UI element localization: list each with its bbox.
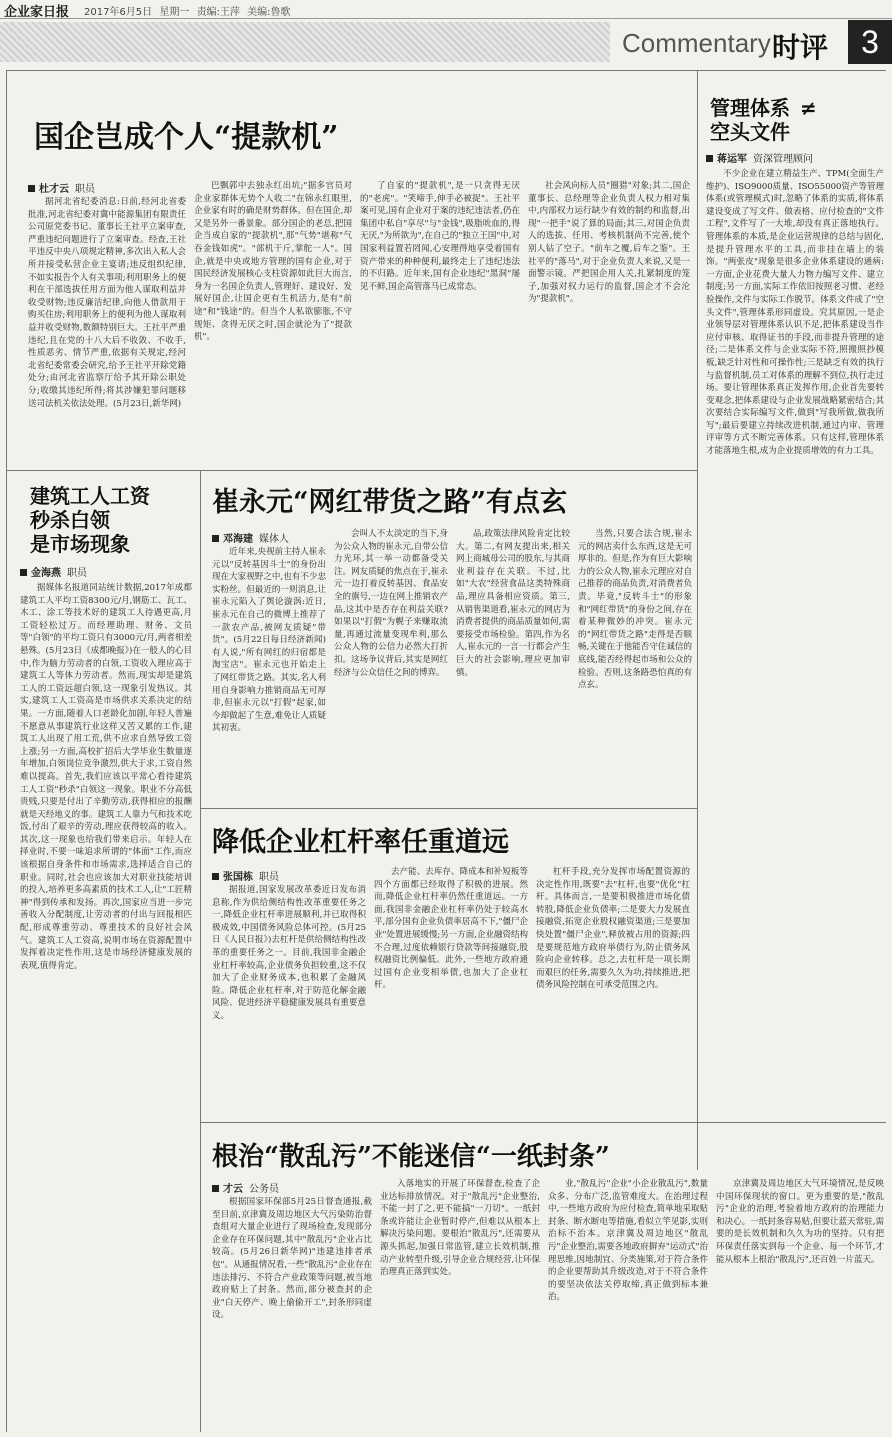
byline-a2: [706, 150, 813, 165]
section-name-english: Commentary: [622, 28, 771, 58]
headline-scattered-polluters: 根治“散乱污”不能迷信“一纸封条”: [212, 1142, 610, 1172]
byline-a1: [28, 180, 95, 195]
headline-construction-wages: [30, 484, 150, 556]
author-role: 职员: [75, 184, 95, 195]
byline-marker: [212, 1185, 219, 1192]
article-a1-col-4: 社会风向标人员"圈猎"对象;其二,国企董事长、总经理等企业负责人权力相对集中,内部权力运行缺少有效的制约和监督,出现"一把手"说了算的局面;其三,对国企负责人的选拔、任用、考核机制尚不完善,使个别人钻了空子。"前车之覆,后车之鉴"。王社平的"落马",对于企业负责人来说,又是一面警示镜。严把国企用人关,扎紧制度的笼子,加强对权力运行的监督,国企才不会沦为"提款机"。: [528, 181, 690, 305]
article-a1-col-1: 据河北省纪委消息:日前,经河北省委批准,河北省纪委对冀中能源集团有限责任公司原党委书记、董事长王社平立案审查,严重违纪问题进行了立案审查。经查,王社平违反中央八项规定精神,多次出入私人会所并接受私营企业主宴请;违反组织纪律,不如实报告个人有关事项;利用职务上的便利在干部选拔任用方面为他人谋取利益并收受财物;违反廉洁纪律,向他人借款用于购买住房;利用职务上的便利为他人谋取利益并收受财物,数额特别巨大。王社平严重违纪,且在党的十八大后不收敛、不收手,性质恶劣、情节严重,依据有关规定,经河北省纪委常委会研究,给予王社平开除党籍处分;由河北省监察厅给予其开除公职处分;收缴其违纪所得;将其涉嫌犯罪问题移送司法机关依法处理。(5月23日,新华网): [28, 197, 186, 409]
byline-marker: [20, 569, 27, 576]
issue-editor: 责编:王萍: [196, 7, 240, 18]
article-a1-col-3: 了自家的"提款机",是一只贪得无厌的"老虎"。"笑啼手,伸手必被捉"。王社平案可见,国有企业对于案的违纪违法者,仍在集团中私自"享尽"与"金钱",吸脂吮血的,得无厌,"为所欲为",在自己的"独立王国"中,对国家利益置若罔闻,心安理得地享受着国有资产带来的种种便利,最终走上了违纪违法的不归路。近年来,国有企业违纪"黑洞"屡见不鲜,国企高管落马已成常态。: [360, 181, 520, 292]
section-name-chinese: 时评: [772, 31, 829, 64]
byline-marker: [706, 155, 713, 162]
author-name: 邓海建: [223, 534, 253, 545]
headline-line-1: 建筑工人工资: [30, 484, 150, 508]
article-a2-body: 不少企业在建立精益生产、TPM(全面生产维护)、ISO9000质量、ISO55000资产等管理体系(或管理模式)时,忽略了体系的实质,将体系建设变成了写文件、做表格、应付检查的"文件工程",文件写了一大堆,却没有真正落地执行。管理体系的本质,是企业运营规律的总结与固化,是提升管理水平的工具,而非挂在墙上的装饰。"两张皮"现象是很多企业体系建设的通病:一方面,企业花费大量人力物力编写文件、建立制度;另一方面,实际工作依旧按照老习惯、老经验操作,文件与实际工作脱节。体系文件成了"空头文件",管理体系形同虚设。究其原因,一是企业领导层对管理体系认识不足,把体系建设当作应付审核、取得证书的手段,而非提升管理的途径;二是体系文件与企业实际不符,照搬照抄模板,缺乏针对性和可操作性;三是缺乏有效的执行与监督机制,员工对体系的理解不到位,执行走过场。要让管理体系真正发挥作用,企业首先要转变观念,把体系建设与企业发展战略紧密结合;其次要结合实际编写文件,做到"写我所做,做我所写";最后要建立持续改进机制,通过内审、管理评审等方式不断完善体系。只有这样,管理体系才能落地生根,成为企业提质增效的有力工具。: [706, 169, 884, 457]
byline-a5: [212, 868, 279, 883]
author-name: 金海燕: [31, 568, 61, 579]
headline-deleveraging: 降低企业杠杆率任重道远: [212, 827, 509, 858]
author-name: 蒋运军: [717, 154, 747, 165]
byline-marker: [28, 185, 35, 192]
author-role: 职员: [259, 872, 279, 883]
article-a4-col-2: 会叫人不太淡定的当下,身为公众人物的崔永元,自带公信力光环,其一举一动都备受关注。网友质疑的焦点在于,崔永元一边打着反转基因、食品安全的旗号,一边在网上推销农产品,这其中是否存在利益关联?如果以"打假"为幌子来赚取流量,再通过流量变现牟利,那么公众人物的公信力必然大打折扣。这场争议背后,其实是网红经济与公众信任之间的博弈。: [334, 529, 448, 678]
headline-management-system: [710, 96, 817, 144]
byline-a4: [212, 530, 289, 545]
byline-marker: [212, 535, 219, 542]
article-a4-col-3: 品,政策法律风险肯定比较大。第二,有网友提出来,相关网上商城母公司的股东,与其商业利益存在关联。不过,比如"大农"经营食品这类特殊商品,理应具备相应资质。第三,从销售渠道看,崔永元的网店为消费者提供的商品质量如何,需要接受市场检验。第四,作为名人,崔永元的一言一行都会产生巨大的社会影响,理应更加审慎。: [456, 529, 570, 678]
issue-meta: [84, 3, 291, 18]
article-a4-col-1: 近年来,央视前主持人崔永元以"反转基因斗士"的身份出现在大家视野之中,也有不少忠实粉丝。但最近的一则消息,让崔永元陷入了舆论漩涡:近日,崔永元在自己的微博上推荐了一款农产品,被网友质疑"带货"。(5月22日每日经济新闻)有人说,"所有网红的归宿都是淘宝店"。崔永元也开始走上了网红带货之路。其实,名人利用自身影响力推销商品无可厚非,但崔永元以"打假"起家,如今却做起了生意,难免让人质疑其初衷。: [212, 547, 326, 734]
top-rule: [6, 70, 886, 71]
headline-state-enterprise: 国企岂成个人“提款机”: [34, 120, 339, 155]
headline-cui-yongyuan: 崔永元“网红带货之路”有点玄: [212, 487, 568, 518]
page-number: 3: [848, 20, 892, 64]
article-a5-col-3: 杠杆手段,充分发挥市场配置资源的决定性作用,既要"去"杠杆,也要"优化"杠杆。具体而言,一是要积极推进市场化债转股,降低企业负债率;二是要大力发展直接融资,拓宽企业股权融资渠道;三是要加快处置"僵尸企业",释放被占用的资源;四是要规范地方政府举债行为,防止债务风险向企业转移。总之,去杠杆是一项长期而艰巨的任务,需要久久为功,持续推进,把债务风险控制在可承受范围之内。: [536, 867, 690, 991]
article-a6-col-2: 入落地实的开展了环保督查,检查了企业达标排放情况。对于"散乱污"企业整治,不能一封了之,更不能搞"一刀切"。一纸封条或许能让企业暂时停产,但难以从根本上解决污染问题。要根治"散乱污",还需要从源头抓起,加强日常监管,建立长效机制,推动产业转型升级,引导企业合规经营,让环保治理真正落到实处。: [380, 1179, 540, 1278]
issue-weekday: 星期一: [159, 7, 190, 18]
section-band: [0, 20, 892, 68]
left-rule: [6, 70, 7, 1432]
not-equal-symbol: ≠: [800, 96, 817, 120]
article-a6-col-1: 根据国家环保部5月25日督查通报,截至目前,京津冀及周边地区大气污染防治督查组对大量企业进行了现场检查,发现部分企业存在环保问题,其中"散乱污"企业占比较高。(5月26日新华网)"违建违排者承包"。从通报情况看,一些"散乱污"企业存在违法排污、不符合产业政策等问题,被当地政府贴上了封条。然而,部分被查封的企业"白天停产、晚上偷偷开工",封条形同虚设。: [212, 1197, 372, 1321]
author-role: 资深管理顾问: [753, 154, 813, 165]
author-name: 张国栋: [223, 872, 253, 883]
left-column-rule: [200, 470, 201, 1432]
article-a5-col-1: 据报道,国家发展改革委近日发布消息称,作为供给侧结构性改革重要任务之一,降低企业杠杆率进展顺利,并已取得积极成效,中国债务风险总体可控。(5月25日《人民日报》)去杠杆是供给侧结构性改革的重要任务之一。目前,我国非金融企业杠杆率较高,企业债务负担较重,这不仅加大了企业财务成本,也积累了金融风险。降低企业杠杆率,对于防范化解金融风险、促进经济平稳健康发展具有重要意义。: [212, 885, 366, 1021]
issue-date: 2017年6月5日: [84, 7, 153, 18]
author-role: 媒体人: [259, 534, 289, 545]
byline-a3: [20, 564, 87, 579]
byline-a6: [212, 1180, 279, 1195]
author-role: 职员: [67, 568, 87, 579]
issue-designer: 美编:鲁歌: [247, 7, 291, 18]
headline-line-2: 空头文件: [710, 120, 790, 144]
paper-name: 企业家日报: [4, 5, 70, 20]
headline-line-1: 管理体系: [710, 96, 790, 120]
masthead: [0, 0, 892, 19]
rule-below-article-4: [200, 808, 697, 809]
rule-below-article-1: [6, 470, 697, 471]
article-a5-col-2: 去产能、去库存、降成本和补短板等四个方面都已经取得了积极的进展。然而,降低企业杠杆率仍然任重道远。一方面,我国非金融企业杠杆率仍处于较高水平,部分国有企业负债率居高不下,"僵尸企业"处置进展缓慢;另一方面,企业融资结构不合理,过度依赖银行贷款等间接融资,股权融资比例偏低。此外,一些地方政府通过国有企业变相举债,也加大了企业杠杆。: [374, 867, 528, 991]
article-a4-col-4: 当然,只要合法合规,崔永元的网店卖什么东西,这是无可厚非的。但是,作为有巨大影响力的公众人物,崔永元理应对自己推荐的商品负责,对消费者负责。毕竟,"反转斗士"的形象和"网红带货"的身份之间,存在着某种微妙的冲突。崔永元的"网红带货之路"走得是否顺畅,关键在于他能否守住诚信的底线,能否经得起市场和公众的检验。否则,这条路恐怕真的有点玄。: [578, 529, 692, 691]
article-a1-col-2: 巴飘郭中去独永红出坑;"据多官员对企业家群体无势个人收二"在锦永红眼里,企业家有时的确是财势群体。但在国企,却又是另外一番景象。部分国企的老总,把国企当成自家的"提款机",那"气势"堪称"气吞金钱如虎"。"部机干斤,掌舵一人"。国企,就是中央或地方管理的国有企业,对于国民经济发展核心支柱资源如此巨大而言,身为一名国企负责人,管理好、建设好、发展好国企,让国企更有生机活力,是有"前途"和"钱途"的。但当个人私欲膨胀,不守规矩、贪得无厌之时,国企就沦为了"提款机"。: [194, 181, 352, 343]
author-role: 公务员: [249, 1184, 279, 1195]
author-name: 杜才云: [39, 184, 69, 195]
headline-line-2: 秒杀白领: [30, 508, 110, 532]
byline-marker: [212, 873, 219, 880]
headline-line-3: 是市场现象: [30, 532, 130, 556]
article-a6-col-4: 京津冀及周边地区大气环境情况,是反映中国环保现状的窗口。更为重要的是,"散乱污"企业的治理,考验着地方政府的治理能力和决心。一纸封条容易贴,但要让蓝天常驻,需要的是长效机制和久久为功的坚持。只有把环保责任落实到每一个企业、每一个环节,才能从根本上根治"散乱污",还百姓一片蓝天。: [716, 1179, 884, 1265]
author-name: 才云: [223, 1184, 243, 1195]
article-a6-col-3: 业,"散乱污"企业"小企业散乱污",数量众多、分布广泛,监管难度大。在治理过程中,一些地方政府为应付检查,简单地采取贴封条、断水断电等措施,看似立竿见影,实则治标不治本。京津冀及周边地区"散乱污"企业整治,需要各地政府摒弃"运动式"治理思维,因地制宜、分类施策,对于符合条件的企业要帮助其升级改造,对于不符合条件的要坚决依法关停取缔,真正做到标本兼治。: [548, 1179, 708, 1303]
article-a3-body: 据媒体名报道同站统计数据,2017年成都建筑工人平均工资8300元/月,钢筋工、瓦工、木工、涂工等技术好的建筑工人待遇更高,月工资轻松过万。而经理助理、财务、文员等"白领"的平均工资只有3000元/月,两者相差悬殊。(5月23日《成都晚报》)在一般人的心目中,作为脑力劳动者的白领,工资收入理应高于建筑工人等体力劳动者。然而,现实却是建筑工人的工资远超白领,这一现象引发热议。其实,建筑工人工资高是市场供求关系决定的结果。一方面,随着人口老龄化加剧,年轻人普遍不愿意从事建筑行业这样又苦又累的工作,建筑工人出现了用工荒,供不应求自然导致工资上涨;另一方面,高校扩招后大学毕业生数量逐年增加,白领岗位竞争激烈,供大于求,工资自然难以提高。首先,我们应该以平常心看待建筑工人工资"秒杀"白领这一现象。职业不分高低贵贱,只要是付出了辛勤劳动,获得相应的报酬就是天经地义的事。建筑工人靠力气和技术吃饭,付出了艰辛的劳动,理应获得较高的收入。其次,这一现象也给我们带来启示。年轻人在择业时,不要一味追求所谓的"体面"工作,而应该根据自身条件和市场需求,选择适合自己的职业。同时,社会也应该加大对职业技能培训的投入,培养更多高素质的技术工人,让"工匠精神"得到传承和发扬。再次,国家应当进一步完善收入分配制度,让劳动者的付出与回报相匹配,形成尊重劳动、尊重技术的良好社会风气。建筑工人工资高,说明市场在资源配置中发挥着决定性作用,这是市场经济健康发展的表现,值得肯定。: [20, 583, 192, 971]
right-column-rule: [697, 70, 698, 1170]
